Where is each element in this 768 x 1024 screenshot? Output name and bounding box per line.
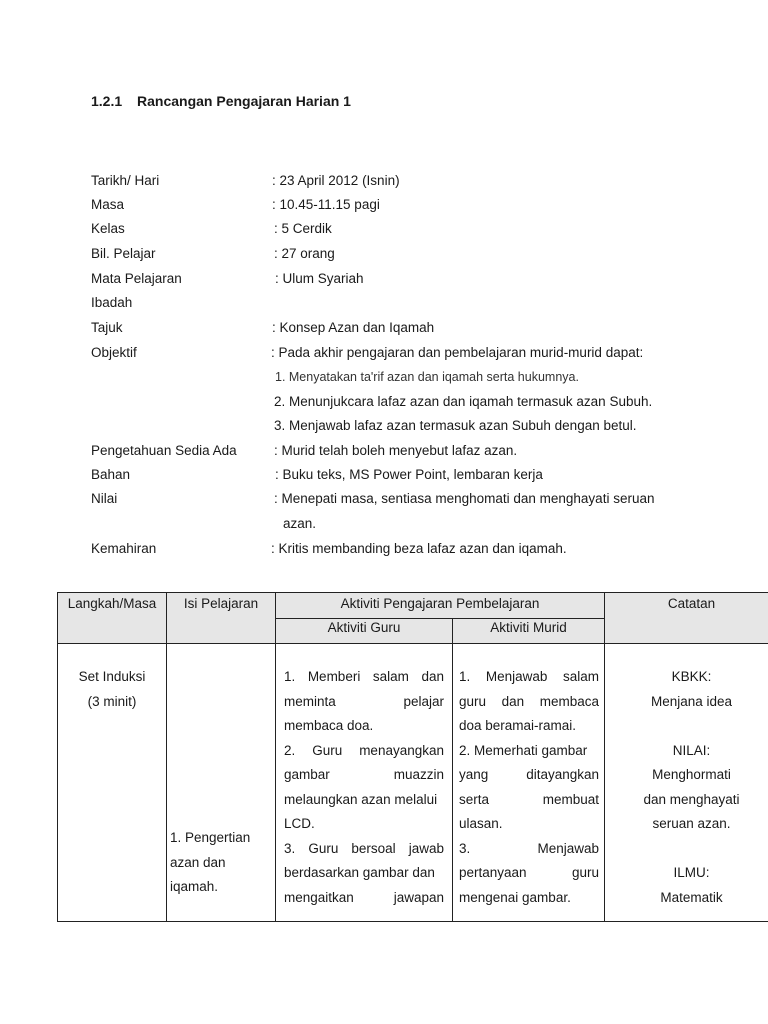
cell-word: pertanyaan xyxy=(459,865,527,880)
cell-langkah xyxy=(58,665,166,714)
cell-line xyxy=(284,812,444,837)
header-aktiviti: Aktiviti Pengajaran Pembelajaran xyxy=(340,596,540,611)
section-number: 1.2.1 xyxy=(91,93,123,109)
header-catatan: Catatan xyxy=(667,596,716,611)
cell-word: membuat xyxy=(542,791,599,807)
label-pengetahuan: Pengetahuan Sedia Ada xyxy=(91,443,237,458)
cell-line: (3 minit) xyxy=(87,693,137,709)
cell-word: 2. Memerhati gambar xyxy=(459,742,588,758)
value-bil-pelajar: : 27 orang xyxy=(274,246,335,261)
label-ibadah: Ibadah xyxy=(91,295,133,310)
cell-word: ulasan. xyxy=(459,816,503,831)
cell-word: ditayangkan xyxy=(526,767,599,782)
cell-word: yang xyxy=(459,767,489,782)
cell-line xyxy=(459,763,599,788)
cell-word: dan xyxy=(501,693,525,709)
cell-line: NILAI: xyxy=(672,742,711,758)
value-nilai-cont: azan. xyxy=(283,516,317,531)
cell-line xyxy=(459,739,599,764)
value-nilai: : Menepati masa, sentiasa menghomati dan menghayati seruan xyxy=(274,491,655,506)
table-divider xyxy=(275,618,605,619)
value-kelas: : 5 Cerdik xyxy=(274,221,332,236)
cell-isi xyxy=(170,826,250,900)
label-masa: Masa xyxy=(91,197,125,212)
cell-word: dan xyxy=(421,669,444,684)
header-isi: Isi Pelajaran xyxy=(183,596,259,611)
cell-line xyxy=(605,837,768,862)
lesson-table xyxy=(57,592,768,922)
cell-line xyxy=(459,665,599,690)
cell-word: meminta xyxy=(284,693,336,709)
cell-line xyxy=(284,886,444,911)
label-nilai: Nilai xyxy=(91,491,118,506)
objektif-item: 3. Menjawab lafaz azan termasuk azan Subuh dengan betul. xyxy=(274,418,637,433)
cell-line xyxy=(284,861,444,886)
cell-line: Set Induksi xyxy=(78,669,146,684)
cell-word: Guru xyxy=(312,742,343,758)
cell-line: Matematik xyxy=(660,889,723,905)
cell-line: ILMU: xyxy=(673,865,710,880)
value-kemahiran: : Kritis membanding beza lafaz azan dan iqamah. xyxy=(271,541,567,556)
label-bahan: Bahan xyxy=(91,467,131,482)
cell-line: seruan azan. xyxy=(652,816,731,831)
value-pengetahuan: : Murid telah boleh menyebut lafaz azan. xyxy=(274,443,518,458)
cell-line xyxy=(605,714,768,739)
cell-word: guru xyxy=(459,693,487,709)
cell-line: azan dan xyxy=(170,854,226,870)
cell-word: melaungkan azan melalui xyxy=(284,791,438,807)
cell-word: mengenai gambar. xyxy=(459,889,571,905)
cell-line xyxy=(284,665,444,690)
cell-line xyxy=(284,763,444,788)
cell-word: serta xyxy=(459,791,490,807)
cell-word: Menjawab xyxy=(485,669,548,684)
value-tajuk: : Konsep Azan dan Iqamah xyxy=(272,320,435,335)
cell-word: berdasarkan gambar dan xyxy=(284,865,435,880)
cell-line xyxy=(459,714,599,739)
header-langkah: Langkah/Masa xyxy=(67,596,157,611)
cell-word: 1. xyxy=(284,669,296,684)
cell-line: Menghormati xyxy=(652,767,731,782)
objektif-item: 2. Menunjukcara lafaz azan dan iqamah termasuk azan Subuh. xyxy=(274,394,653,409)
cell-line xyxy=(459,788,599,813)
cell-word: Memberi xyxy=(307,669,361,684)
value-mata-pelajaran: : Ulum Syariah xyxy=(275,271,364,286)
value-bahan: : Buku teks, MS Power Point, lembaran kerja xyxy=(275,467,543,482)
section-title: Rancangan Pengajaran Harian 1 xyxy=(137,93,351,109)
cell-line: 1. Pengertian xyxy=(170,830,251,845)
cell-line xyxy=(284,739,444,764)
cell-line xyxy=(459,886,599,911)
page-title xyxy=(91,93,351,109)
cell-line xyxy=(459,837,599,862)
cell-word: guru xyxy=(571,865,599,880)
cell-word: membaca xyxy=(539,693,599,709)
cell-word: menayangkan xyxy=(359,742,444,758)
table-divider xyxy=(452,618,453,921)
cell-line xyxy=(284,837,444,862)
label-mata-pelajaran: Mata Pelajaran xyxy=(91,271,182,286)
cell-word: pelajar xyxy=(403,693,444,709)
cell-word: 3. xyxy=(459,840,471,856)
cell-line: KBKK: xyxy=(671,669,712,684)
cell-word: jawapan xyxy=(393,889,444,905)
cell-line xyxy=(284,714,444,739)
cell-line: Menjana idea xyxy=(650,693,733,709)
label-kemahiran: Kemahiran xyxy=(91,541,157,556)
cell-word: muazzin xyxy=(393,767,444,782)
cell-word: bersoal xyxy=(351,840,396,856)
cell-word: 3. xyxy=(284,840,296,856)
cell-line xyxy=(284,690,444,715)
cell-line: dan menghayati xyxy=(643,791,740,807)
cell-word: Guru xyxy=(308,840,339,856)
cell-line xyxy=(459,812,599,837)
cell-word: LCD. xyxy=(284,816,315,831)
cell-line xyxy=(459,690,599,715)
label-objektif: Objektif xyxy=(91,345,137,360)
cell-word: doa beramai-ramai. xyxy=(459,718,577,733)
cell-word: membaca doa. xyxy=(284,718,374,733)
cell-word: mengaitkan xyxy=(284,889,354,905)
cell-word: salam xyxy=(562,669,599,684)
cell-word: Menjawab xyxy=(537,840,599,856)
table-divider xyxy=(58,643,768,644)
cell-word: 2. xyxy=(284,742,296,758)
cell-word: gambar xyxy=(284,767,330,782)
label-bil-pelajar: Bil. Pelajar xyxy=(91,246,156,261)
label-tarikh: Tarikh/ Hari xyxy=(91,173,160,188)
header-aktiviti-murid: Aktiviti Murid xyxy=(490,620,567,635)
label-tajuk: Tajuk xyxy=(91,320,123,335)
cell-line xyxy=(459,861,599,886)
cell-line xyxy=(284,788,444,813)
value-objektif: : Pada akhir pengajaran dan pembelajaran murid-murid dapat: xyxy=(271,345,644,360)
value-tarikh: : 23 April 2012 (Isnin) xyxy=(272,173,400,188)
cell-word: salam xyxy=(372,669,409,684)
header-aktiviti-guru: Aktiviti Guru xyxy=(327,620,401,635)
cell-catatan xyxy=(605,665,768,910)
cell-aktiviti-murid xyxy=(459,665,599,910)
cell-word: jawab xyxy=(408,840,444,856)
cell-aktiviti-guru xyxy=(284,665,444,910)
objektif-item: 1. Menyatakan ta'rif azan dan iqamah serta hukumnya. xyxy=(275,370,579,384)
value-masa: : 10.45-11.15 pagi xyxy=(272,197,380,212)
cell-line: iqamah. xyxy=(170,879,219,894)
cell-word: 1. xyxy=(459,669,471,684)
label-kelas: Kelas xyxy=(91,221,125,236)
